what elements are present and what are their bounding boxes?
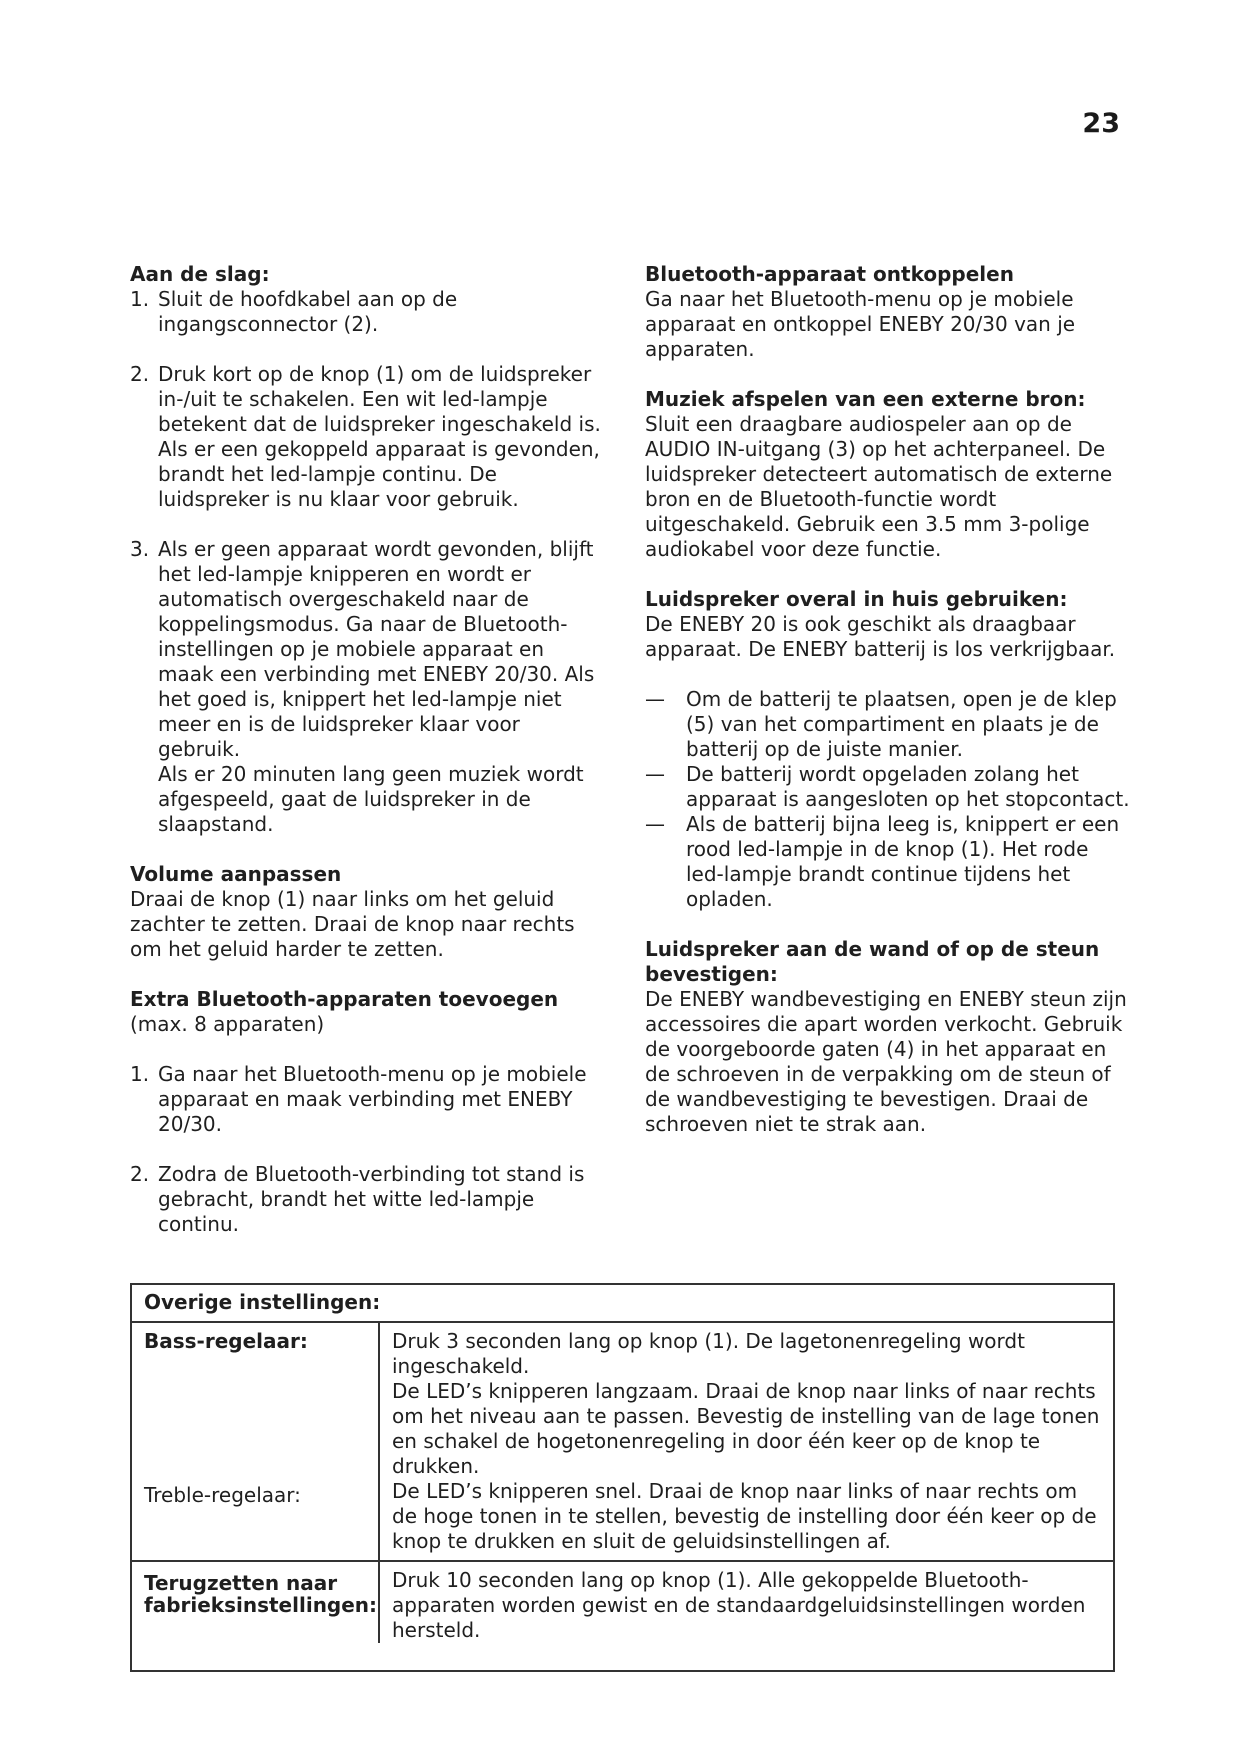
treble-label: Treble-regelaar: <box>144 1483 301 1507</box>
item-number: 2. <box>130 362 150 386</box>
item-number: 1. <box>130 287 150 311</box>
list-item <box>130 537 605 837</box>
list-item <box>130 362 605 512</box>
list-item <box>645 762 1130 812</box>
extra-heading: Extra Bluetooth-apparaten toevoegen <box>130 987 559 1011</box>
item-number: 3. <box>130 537 150 561</box>
settings-table <box>130 1283 1115 1672</box>
right-column <box>645 262 1130 1137</box>
bass-text-2: De LED’s knipperen langzaam. Draai de knop naar links of naar rechts om het niveau aan te passen. Bevestig de instelling van de lage tonen en schakel de hogetonenregeling in door één keer op de knop te drukken. <box>392 1379 1100 1478</box>
house-heading: Luidspreker overal in huis gebruiken: <box>645 587 1068 611</box>
settings-title: Overige instellingen: <box>132 1285 1113 1323</box>
item-text: Sluit de hoofdkabel aan op de ingangsconnector (2). <box>158 287 458 336</box>
item-text: Als er geen apparaat wordt gevonden, blijft het led-lampje knipperen en wordt er automatisch overgeschakeld naar de koppelingsmodus. Ga naar de Bluetooth-instellingen op je mobiele apparaat en maak een verbinding met ENEBY 20/30. Als het goed is, knippert het led-lampje niet meer en is de luidspreker klaar voor gebruik. <box>158 537 595 761</box>
item-number: 2. <box>130 1162 150 1186</box>
bass-label: Bass-regelaar: <box>144 1329 308 1353</box>
dash-mark: — <box>645 687 665 711</box>
reset-label-2: fabrieksinstellingen: <box>144 1593 378 1617</box>
list-item <box>130 287 605 337</box>
house-text: De ENEBY 20 is ook geschikt als draagbaar apparaat. De ENEBY batterij is los verkrijgbaar. <box>645 612 1116 661</box>
start-heading: Aan de slag: <box>130 262 270 286</box>
table-row <box>132 1562 1113 1643</box>
item-text: Als de batterij bijna leeg is, knippert er een rood led-lampje in de knop (1). Het rode led-lampje brandt continue tijdens het opladen. <box>686 812 1120 911</box>
wall-text: De ENEBY wandbevestiging en ENEBY steun zijn accessoires die apart worden verkocht. Gebruik de voorgeboorde gaten (4) in het apparaat en de schroeven in de verpakking om de steun of de wandbevestiging te bevestigen. Draai de schroeven niet te strak aan. <box>645 987 1127 1136</box>
volume-text: Draai de knop (1) naar links om het geluid zachter te zetten. Draai de knop naar rechts om het geluid harder te zetten. <box>130 887 575 961</box>
list-item <box>645 812 1130 912</box>
item-number: 1. <box>130 1062 150 1086</box>
dash-mark: — <box>645 812 665 836</box>
item-text: Ga naar het Bluetooth-menu op je mobiele apparaat en maak verbinding met ENEBY 20/30. <box>158 1062 587 1136</box>
item-text-extra: Als er 20 minuten lang geen muziek wordt afgespeeld, gaat de luidspreker in de slaapstand. <box>158 762 584 836</box>
table-row <box>132 1323 1113 1562</box>
item-text: Om de batterij te plaatsen, open je de klep (5) van het compartiment en plaats je de batterij op de juiste manier. <box>686 687 1117 761</box>
reset-label-1: Terugzetten naar <box>144 1571 338 1595</box>
treble-text: De LED’s knipperen snel. Draai de knop naar links of naar rechts om de hoge tonen in te stellen, bevestig de instelling door één keer op de knop te drukken en sluit de geluidsinstellingen af. <box>392 1479 1097 1553</box>
page-number: 23 <box>1082 108 1120 139</box>
list-item <box>130 1162 605 1237</box>
external-heading: Muziek afspelen van een externe bron: <box>645 387 1086 411</box>
volume-heading: Volume aanpassen <box>130 862 342 886</box>
bass-text-1: Druk 3 seconden lang op knop (1). De lagetonenregeling wordt ingeschakeld. <box>392 1329 1025 1378</box>
list-item <box>645 687 1130 762</box>
item-text: Zodra de Bluetooth-verbinding tot stand is gebracht, brandt het witte led-lampje continu. <box>158 1162 585 1236</box>
list-item <box>130 1062 605 1137</box>
extra-subheading: (max. 8 apparaten) <box>130 1012 325 1036</box>
left-column <box>130 262 605 1237</box>
external-text: Sluit een draagbare audiospeler aan op de AUDIO IN-uitgang (3) op het achterpaneel. De luidspreker detecteert automatisch de externe bron en de Bluetooth-functie wordt uitgeschakeld. Gebruik een 3.5 mm 3-polige audiokabel voor deze functie. <box>645 412 1113 561</box>
wall-heading: Luidspreker aan de wand of op de steun bevestigen: <box>645 937 1100 986</box>
dash-mark: — <box>645 762 665 786</box>
disconnect-text: Ga naar het Bluetooth-menu op je mobiele apparaat en ontkoppel ENEBY 20/30 van je apparaten. <box>645 287 1076 361</box>
item-text: Druk kort op de knop (1) om de luidspreker in-/uit te schakelen. Een wit led-lampje betekent dat de luidspreker ingeschakeld is. Als er een gekoppeld apparaat is gevonden, brandt het led-lampje continu. De luidspreker is nu klaar voor gebruik. <box>158 362 601 511</box>
reset-text: Druk 10 seconden lang op knop (1). Alle gekoppelde Bluetooth-apparaten worden gewist en de standaardgeluidsinstellingen worden hersteld. <box>392 1568 1086 1642</box>
item-text: De batterij wordt opgeladen zolang het apparaat is aangesloten op het stopcontact. <box>686 762 1130 811</box>
disconnect-heading: Bluetooth-apparaat ontkoppelen <box>645 262 1014 286</box>
